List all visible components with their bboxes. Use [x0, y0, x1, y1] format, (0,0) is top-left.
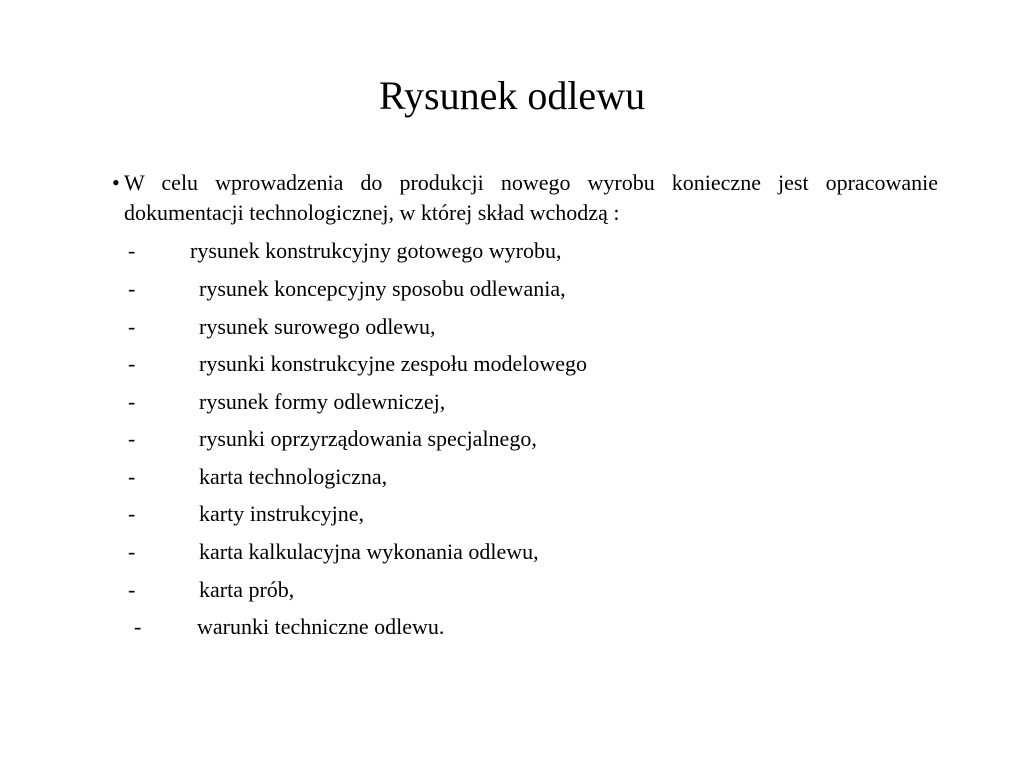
slide-title: Rysunek odlewu — [378, 73, 646, 118]
bullet-marker: • — [112, 170, 120, 195]
list-item-dash: - — [128, 276, 136, 301]
list-item-text: karta prób, — [199, 577, 295, 602]
list-item-dash: - — [134, 614, 142, 639]
list-item-dash: - — [128, 426, 136, 451]
list-item-dash: - — [128, 314, 136, 339]
list-item-text: rysunek surowego odlewu, — [199, 314, 436, 339]
list-item-text: rysunki konstrukcyjne zespołu modelowego — [199, 351, 587, 376]
intro-paragraph: W celu wprowadzenia do produkcji nowego wyrobu konieczne jest opracowanie dokumentacji technologicznej, w której skład wchodzą : — [124, 170, 938, 225]
list-item-dash: - — [128, 577, 136, 602]
list-item-text: karty instrukcyjne, — [199, 501, 364, 526]
list-item-text: rysunek konstrukcyjny gotowego wyrobu, — [190, 238, 562, 263]
list-item-dash: - — [128, 464, 136, 489]
list-item-text: karta technologiczna, — [199, 464, 388, 489]
list-item-dash: - — [128, 389, 136, 414]
list-item-text: karta kalkulacyjna wykonania odlewu, — [199, 539, 539, 564]
list-item-dash: - — [128, 238, 136, 263]
list-item-dash: - — [128, 351, 136, 376]
list-item-text: rysunek koncepcyjny sposobu odlewania, — [199, 276, 566, 301]
list-item-dash: - — [128, 501, 136, 526]
list-item-text: rysunek formy odlewniczej, — [199, 389, 446, 414]
list-item-dash: - — [128, 539, 136, 564]
list-item-text: warunki techniczne odlewu. — [197, 614, 445, 639]
list-item-text: rysunki oprzyrządowania specjalnego, — [199, 426, 537, 451]
